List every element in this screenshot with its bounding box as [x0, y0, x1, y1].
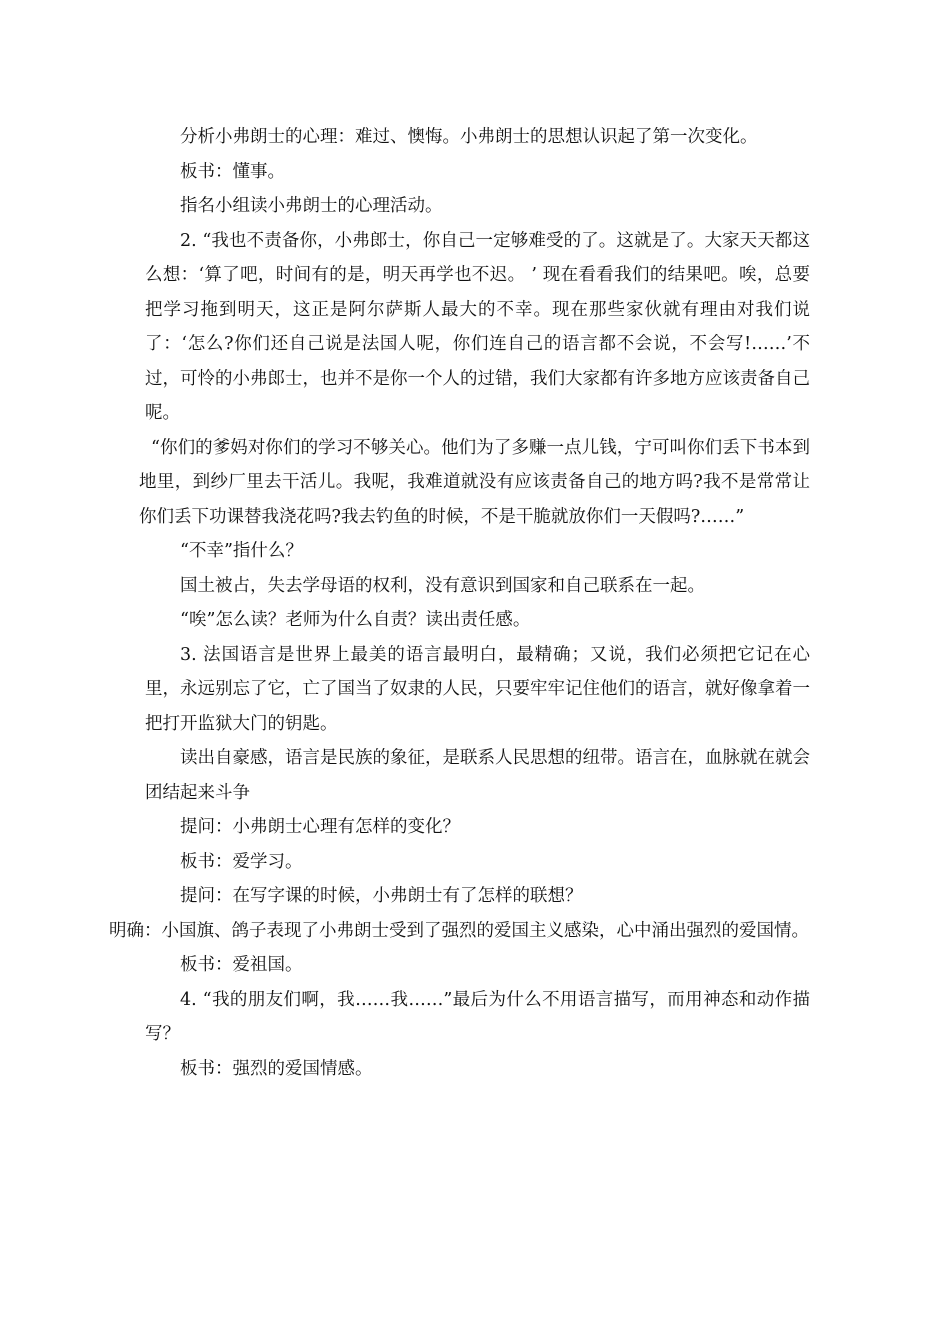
paragraph-point-3: 3. 法国语言是世界上最美的语言最明白，最精确；又说，我们必须把它记在心里，永远别忘了它，亡了国当了奴隶的人民，只要牢牢记住他们的语言，就好像拿着一把打开监狱大门的钥匙。 [145, 644, 810, 734]
paragraph-analysis: 分析小弗朗士的心理：难过、懊悔。小弗朗士的思想认识起了第一次变化。 [180, 127, 758, 147]
paragraph-quote-2: 2. “我也不责备你，小弗郎士，你自己一定够难受的了。这就是了。大家天天都这么想：‘算了吧，时间有的是，明天再学也不迟。 ’ 现在看看我们的结果吧。唉，总要把学习拖到明天，这正是阿尔萨斯人最大的不幸。现在那些家伙就有理由对我们说了：‘怎么?你们还自己说是法国人呢，你们连自己的语言都不会说，不会写!……’不过，可怜的小弗郎士，也并不是你一个人的过错，我们大家都有许多地方应该责备自己呢。 [145, 230, 810, 423]
paragraph-quote-parents: “你们的爹妈对你们的学习不够关心。他们为了多赚一点儿钱，宁可叫你们丢下书本到地里，到纱厂里去干活儿。我呢，我难道就没有应该责备自己的地方吗?我不是常常让你们丢下功课替我浇花吗?我去钓鱼的时候，不是干脆就放你们一天假吗?……” [139, 437, 810, 527]
paragraph-board-3: 板书：爱祖国。 [180, 955, 303, 975]
paragraph-question-writing: 提问：在写字课的时候，小弗朗士有了怎样的联想？ [180, 886, 583, 906]
paragraph-answer-misfortune: 国土被占，失去学母语的权利，没有意识到国家和自己联系在一起。 [180, 575, 705, 596]
paragraph-group-reading: 指名小组读小弗朗士的心理活动。 [180, 196, 443, 216]
document-body [109, 120, 810, 1086]
paragraph-clarify: 明确：小国旗、鸽子表现了小弗朗士受到了强烈的爱国主义感染，心中涌出强烈的爱国情。 [109, 920, 809, 941]
paragraph-question-change: 提问：小弗朗士心理有怎样的变化？ [180, 817, 460, 837]
paragraph-question-sigh: “唉”怎么读？老师为什么自责？读出责任感。 [180, 610, 531, 630]
paragraph-question-misfortune: “不幸”指什么？ [180, 541, 303, 561]
paragraph-pride: 读出自豪感，语言是民族的象征，是联系人民思想的纽带。语言在，血脉就在就会团结起来斗争 [145, 748, 810, 803]
paragraph-board-4: 板书：强烈的爱国情感。 [180, 1058, 373, 1079]
paragraph-board-1: 板书：懂事。 [180, 161, 285, 182]
paragraph-board-2: 板书：爱学习。 [180, 851, 303, 872]
paragraph-point-4: 4. “我的朋友们啊，我……我……”最后为什么不用语言描写，而用神态和动作描写？ [145, 989, 810, 1044]
